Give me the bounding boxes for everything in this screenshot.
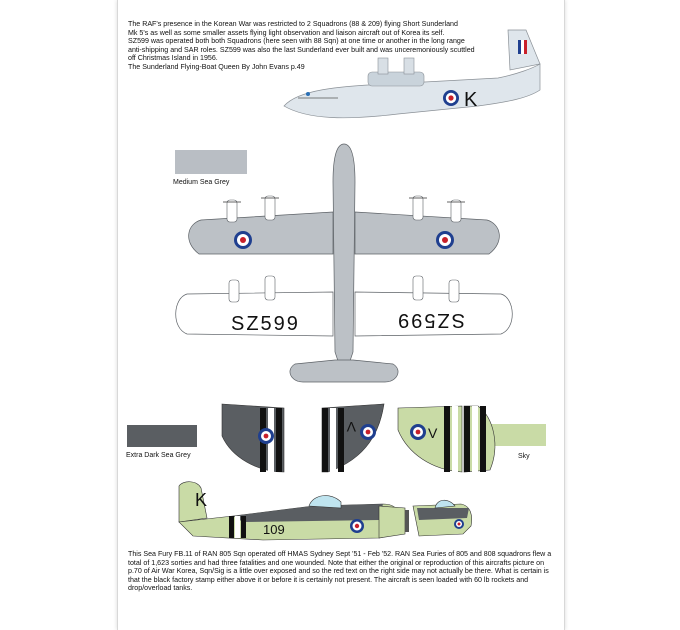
swatch-extra-dark-sea-grey xyxy=(127,425,197,447)
profile-sheet xyxy=(117,0,565,630)
sea-fury-side-profile xyxy=(173,478,473,548)
intro-line: anti-shipping and SAR roles. SZ599 was also the last Sunderland ever built and was unceremoniously scuttled xyxy=(128,45,475,54)
sea-fury-fuselage-number: 109 xyxy=(263,522,285,537)
sea-fury-wing-code-mirrored: V xyxy=(346,419,356,435)
sunderland-wing-serial: SZ599 xyxy=(231,313,300,335)
swatch-label-sky: Sky xyxy=(518,453,530,460)
sunderland-wing-serial-mirrored: SZ599 xyxy=(396,309,465,331)
sunderland-side-code: K xyxy=(464,89,478,111)
sunderland-planform xyxy=(173,142,533,392)
swatch-label-extra-dark-sea-grey: Extra Dark Sea Grey xyxy=(126,452,191,459)
sea-fury-side-code: K xyxy=(195,490,208,510)
sea-fury-wing-code: V xyxy=(428,425,438,441)
intro-line: off Christmas Island in 1956. xyxy=(128,54,218,63)
swatch-label-medium-sea-grey: Medium Sea Grey xyxy=(173,179,230,186)
sunderland-side-profile xyxy=(278,28,548,138)
intro-line: Mk 5's as well as some smaller assets flying light observation and liaison aircraft out of Korea its self. xyxy=(128,28,445,37)
intro-line: The RAF's presence in the Korean War was restricted to 2 Squadrons (88 & 209) flying Short Sunderland xyxy=(128,20,458,28)
intro-line: The Sunderland Flying-Boat Queen By John Evans p.49 xyxy=(128,62,305,71)
outro-text: This Sea Fury FB.11 of RAN 805 Sqn operated off HMAS Sydney Sept '51 - Feb '52. RAN Sea Furies of 805 and 808 squadrons flew a total of 1,623 sorties and had three fatalities and one wounded. Note that either the original or reproduction of this aircrafts picture on p.70 of Air War Korea, Sqn/Sig is a little over exposed and so the red text on the right side may not actually be there. What is certain is that the black factory stamp either above it or before it is certainly not present. The aircraft is seen loaded with 60 lb rockets and drop/overload tanks. xyxy=(128,550,552,593)
sea-fury-wing-panels xyxy=(218,400,508,480)
intro-line: SZ599 was operated both both Squadrons (here seen with 88 Sqn) at one time or another in the long range xyxy=(128,37,465,46)
